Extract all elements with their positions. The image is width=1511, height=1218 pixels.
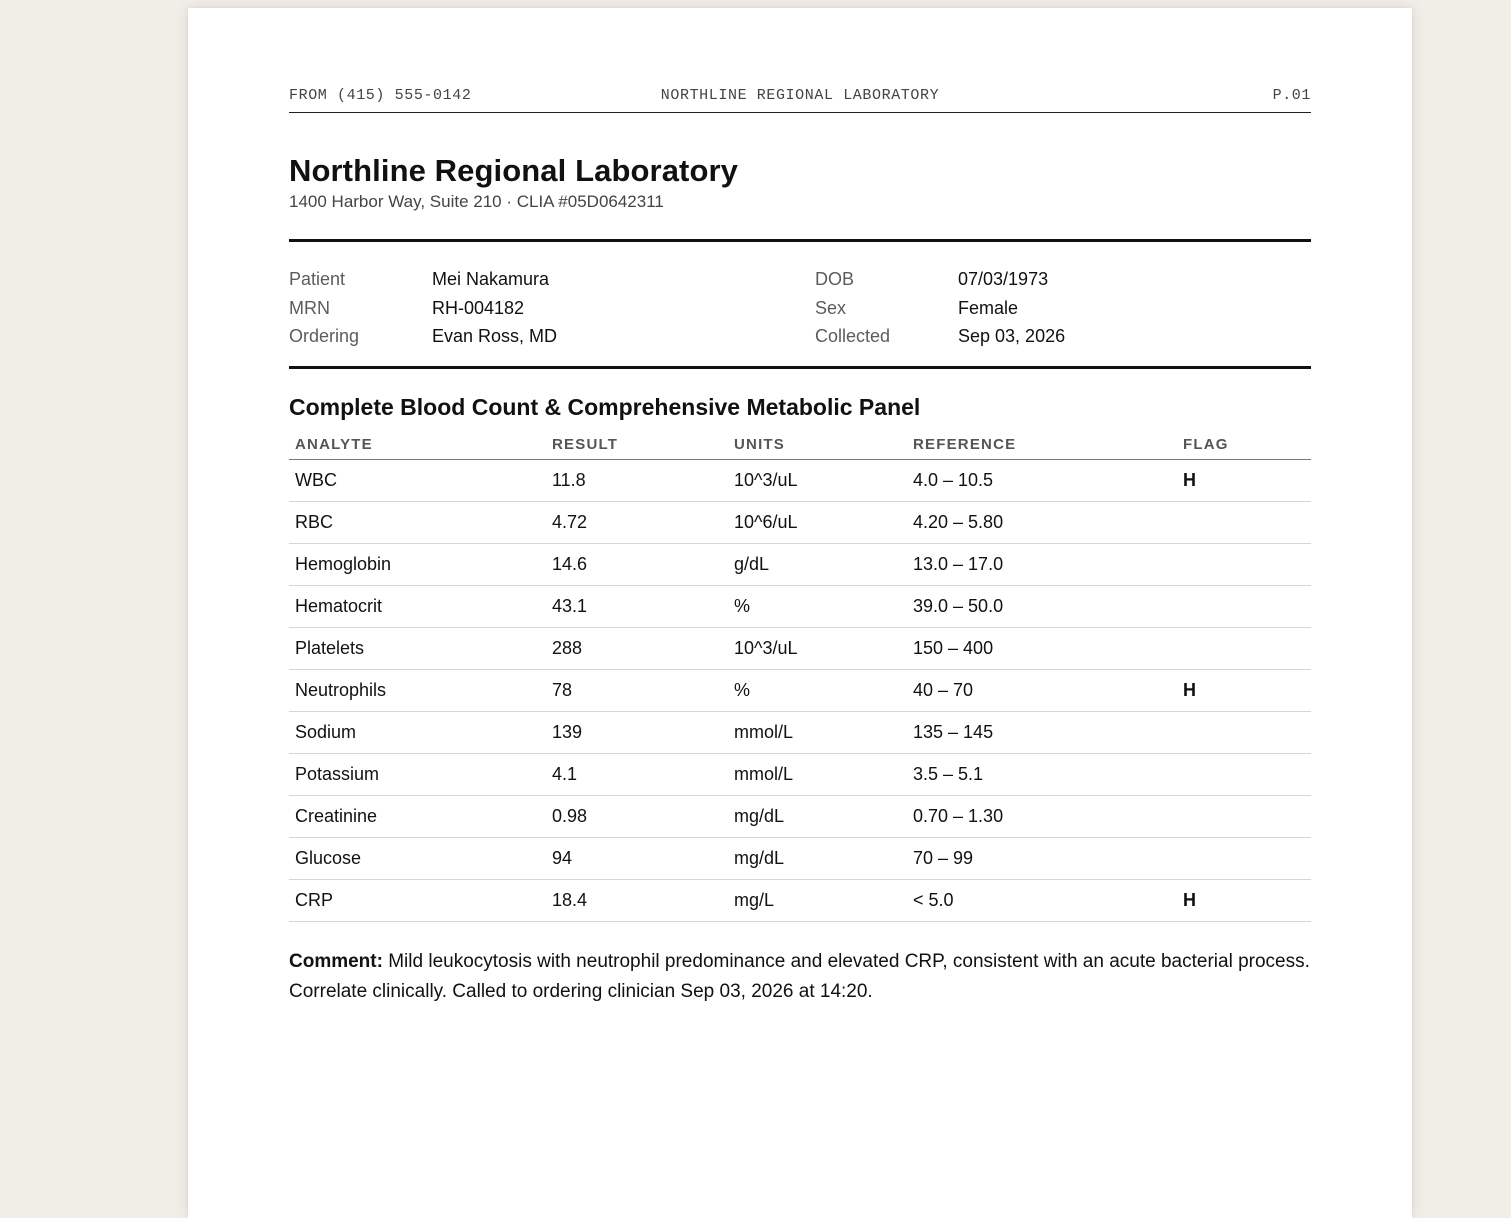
- cell-reference: 3.5 – 5.1: [907, 754, 1177, 796]
- cell-units: 10^6/uL: [728, 502, 907, 544]
- cell-result: 139: [546, 712, 728, 754]
- table-row: [289, 628, 1311, 670]
- results-header-row: [289, 429, 1311, 460]
- fax-page-number: P.01: [1272, 87, 1311, 104]
- column-header-analyte: ANALYTE: [289, 429, 546, 460]
- sex-label: Sex: [815, 297, 847, 318]
- cell-result: 0.98: [546, 796, 728, 838]
- dob-value: 07/03/1973: [958, 269, 1049, 289]
- collected-label: Collected: [815, 326, 891, 346]
- patient-info-row: [289, 323, 1311, 352]
- lab-address: 1400 Harbor Way, Suite 210 · CLIA #05D0642311: [289, 192, 664, 211]
- cell-units: mg/L: [728, 880, 907, 922]
- lab-name: Northline Regional Laboratory: [289, 153, 738, 188]
- fax-header-title: NORTHLINE REGIONAL LABORATORY: [660, 87, 940, 104]
- cell-flag: [1177, 628, 1311, 670]
- cell-reference: 4.20 – 5.80: [907, 502, 1177, 544]
- cell-flag: H: [1177, 880, 1311, 922]
- results-table: [289, 429, 1311, 922]
- patient-name: Mei Nakamura: [432, 269, 550, 289]
- dob-label: DOB: [815, 269, 855, 289]
- table-row: [289, 502, 1311, 544]
- table-row: [289, 460, 1311, 502]
- cell-flag: [1177, 754, 1311, 796]
- cell-result: 43.1: [546, 586, 728, 628]
- cell-result: 288: [546, 628, 728, 670]
- panel-title: Complete Blood Count & Comprehensive Metabolic Panel: [289, 394, 921, 420]
- interpretive-comment: [289, 947, 1311, 1007]
- patient-info-row: [289, 266, 1311, 295]
- cell-flag: [1177, 544, 1311, 586]
- fax-page-sheet: [188, 8, 1412, 1218]
- comment-text: Mild leukocytosis with neutrophil predominance and elevated CRP, consistent with an acute bacterial process. Correlate clinically. Called to ordering clinician Sep 03, 2026 at 14:20.: [289, 951, 1310, 1002]
- divider-bottom: [289, 366, 1311, 369]
- cell-result: 11.8: [546, 460, 728, 502]
- cell-units: 10^3/uL: [728, 628, 907, 670]
- cell-units: %: [728, 586, 907, 628]
- cell-analyte: RBC: [289, 502, 546, 544]
- cell-analyte: Hemoglobin: [289, 544, 546, 586]
- cell-units: g/dL: [728, 544, 907, 586]
- cell-reference: 4.0 – 10.5: [907, 460, 1177, 502]
- cell-units: mmol/L: [728, 712, 907, 754]
- cell-reference: 40 – 70: [907, 670, 1177, 712]
- patient-info-block: [289, 266, 1311, 352]
- cell-reference: 150 – 400: [907, 628, 1177, 670]
- ordering-physician: Evan Ross, MD: [432, 326, 558, 346]
- cell-result: 94: [546, 838, 728, 880]
- cell-result: 4.72: [546, 502, 728, 544]
- sex-value: Female: [958, 297, 1019, 318]
- table-row: [289, 670, 1311, 712]
- column-header-reference: REFERENCE: [907, 429, 1177, 460]
- divider-top: [289, 239, 1311, 242]
- cell-analyte: Creatinine: [289, 796, 546, 838]
- cell-reference: 0.70 – 1.30: [907, 796, 1177, 838]
- cell-analyte: WBC: [289, 460, 546, 502]
- table-row: [289, 544, 1311, 586]
- cell-analyte: Potassium: [289, 754, 546, 796]
- cell-units: mmol/L: [728, 754, 907, 796]
- cell-flag: [1177, 712, 1311, 754]
- ordering-label: Ordering: [289, 326, 360, 346]
- patient-label: Patient: [289, 269, 346, 289]
- cell-flag: H: [1177, 670, 1311, 712]
- cell-flag: [1177, 838, 1311, 880]
- patient-info-row: [289, 295, 1311, 324]
- cell-result: 14.6: [546, 544, 728, 586]
- cell-units: %: [728, 670, 907, 712]
- table-row: [289, 796, 1311, 838]
- column-header-result: RESULT: [546, 429, 728, 460]
- cell-analyte: CRP: [289, 880, 546, 922]
- cell-units: mg/dL: [728, 838, 907, 880]
- cell-reference: 135 – 145: [907, 712, 1177, 754]
- cell-units: 10^3/uL: [728, 460, 907, 502]
- cell-reference: < 5.0: [907, 880, 1177, 922]
- column-header-flag: FLAG: [1177, 429, 1311, 460]
- results-body: [289, 460, 1311, 922]
- cell-analyte: Sodium: [289, 712, 546, 754]
- fax-transmission-header: [289, 87, 1311, 113]
- cell-reference: 13.0 – 17.0: [907, 544, 1177, 586]
- cell-flag: [1177, 796, 1311, 838]
- fax-from-number: FROM (415) 555-0142: [289, 87, 472, 104]
- column-header-units: UNITS: [728, 429, 907, 460]
- cell-flag: H: [1177, 460, 1311, 502]
- cell-flag: [1177, 586, 1311, 628]
- table-row: [289, 586, 1311, 628]
- cell-analyte: Neutrophils: [289, 670, 546, 712]
- cell-result: 18.4: [546, 880, 728, 922]
- table-row: [289, 838, 1311, 880]
- cell-result: 78: [546, 670, 728, 712]
- mrn-label: MRN: [289, 297, 330, 318]
- comment-label: Comment:: [289, 951, 383, 972]
- cell-reference: 39.0 – 50.0: [907, 586, 1177, 628]
- cell-analyte: Platelets: [289, 628, 546, 670]
- cell-result: 4.1: [546, 754, 728, 796]
- table-row: [289, 880, 1311, 922]
- table-row: [289, 712, 1311, 754]
- cell-analyte: Glucose: [289, 838, 546, 880]
- collected-date: Sep 03, 2026: [958, 326, 1066, 346]
- mrn-value: RH-004182: [432, 297, 525, 318]
- cell-units: mg/dL: [728, 796, 907, 838]
- table-row: [289, 754, 1311, 796]
- cell-reference: 70 – 99: [907, 838, 1177, 880]
- cell-flag: [1177, 502, 1311, 544]
- cell-analyte: Hematocrit: [289, 586, 546, 628]
